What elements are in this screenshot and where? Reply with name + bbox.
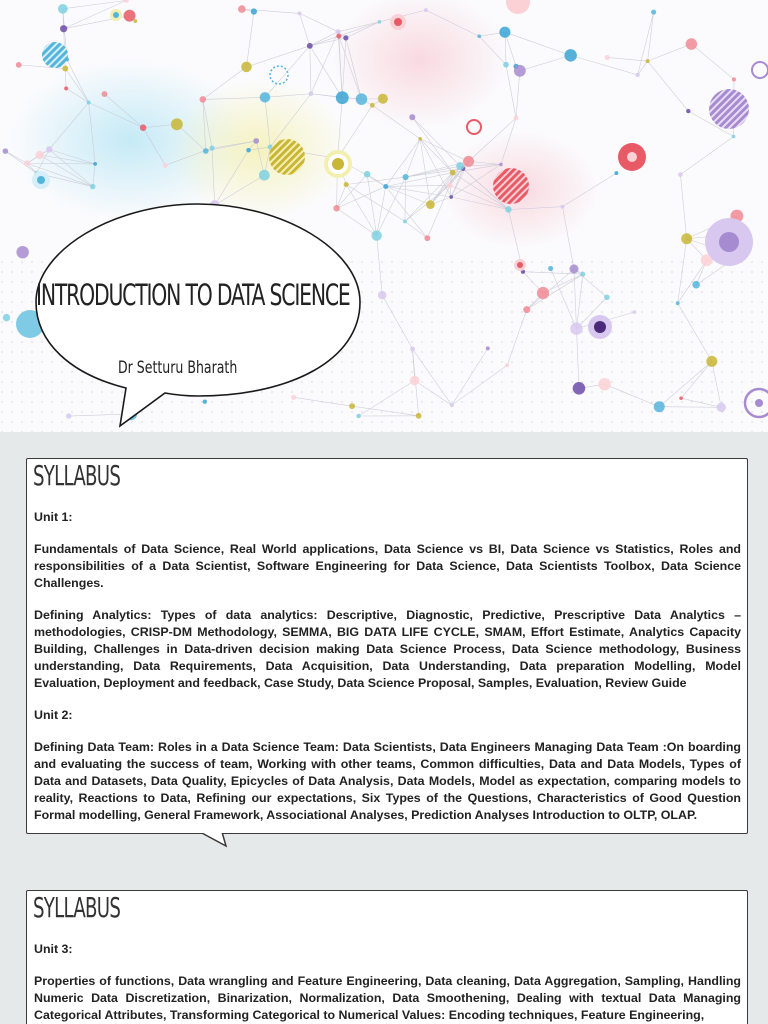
slide-body [34, 509, 741, 839]
paragraph: Defining Data Team: Roles in a Data Science Team: Data Scientists, Data Engineers Managing Data Team :On boarding and evaluating the success of team, Working with other teams, Common difficulties, Data and Data Models, Types of Data and Datasets, Data Quality, Epicycles of Data Analysis, Data Models, Model as expectation, comparing models to reality, Reactions to Data, Refining our expectations, Six Types of the Questions, Characteristics of Good Question Formal modelling, General Framework, Associational Analyses, Prediction Analyses Introduction to OLTP, OLAP. [34, 740, 741, 822]
callout-box [26, 458, 748, 834]
callout-box [26, 890, 748, 1024]
unit-label: Unit 3: [34, 942, 73, 956]
callout-tail [190, 830, 250, 850]
unit-label: Unit 2: [34, 708, 73, 722]
syllabus-slide-2 [0, 866, 768, 1024]
syllabus-slide-1 [0, 434, 768, 864]
slide-heading: SYLLABUS [33, 891, 121, 924]
unit-label: Unit 1: [34, 510, 73, 524]
author-name: Dr Setturu Bharath [118, 358, 238, 378]
paragraph: Fundamentals of Data Science, Real World applications, Data Science vs BI, Data Science vs Statistics, Roles and responsibilities of a Data Scientist, Software Engineering for Data Science, Data Scientists Toolbox, Data Science Challenges. [34, 542, 741, 590]
title-slide [0, 0, 768, 432]
presentation-title: INTRODUCTION TO DATA SCIENCE [36, 278, 350, 312]
paragraph: Properties of functions, Data wrangling and Feature Engineering, Data cleaning, Data Aggregation, Sampling, Handling Numeric Data Discretization, Binarization, Normalization, Data Smoothening, Dealing with textual Data Managing Categorical Attributes, Transforming Categorical to Numerical Values: Encoding techniques, Feature Engineering, [34, 974, 741, 1022]
slide-heading: SYLLABUS [33, 459, 121, 492]
paragraph: Defining Analytics: Types of data analytics: Descriptive, Diagnostic, Predictive, Prescriptive Data Analytics – methodologies, CRISP-DM Methodology, SEMMA, BIG DATA LIFE CYCLE, SMAM, Effort Estimate, Analytics Capacity Building, Challenges in Data-driven decision making Data Science Process, Data Science methodology, Business understanding, Data Requirements, Data Acquisition, Data Understanding, Data preparation Modelling, Model Evaluation, Deployment and feedback, Case Study, Data Science Proposal, Samples, Evaluation, Review Guide [34, 608, 741, 690]
slide-body [34, 941, 741, 1024]
network-background [0, 0, 768, 432]
